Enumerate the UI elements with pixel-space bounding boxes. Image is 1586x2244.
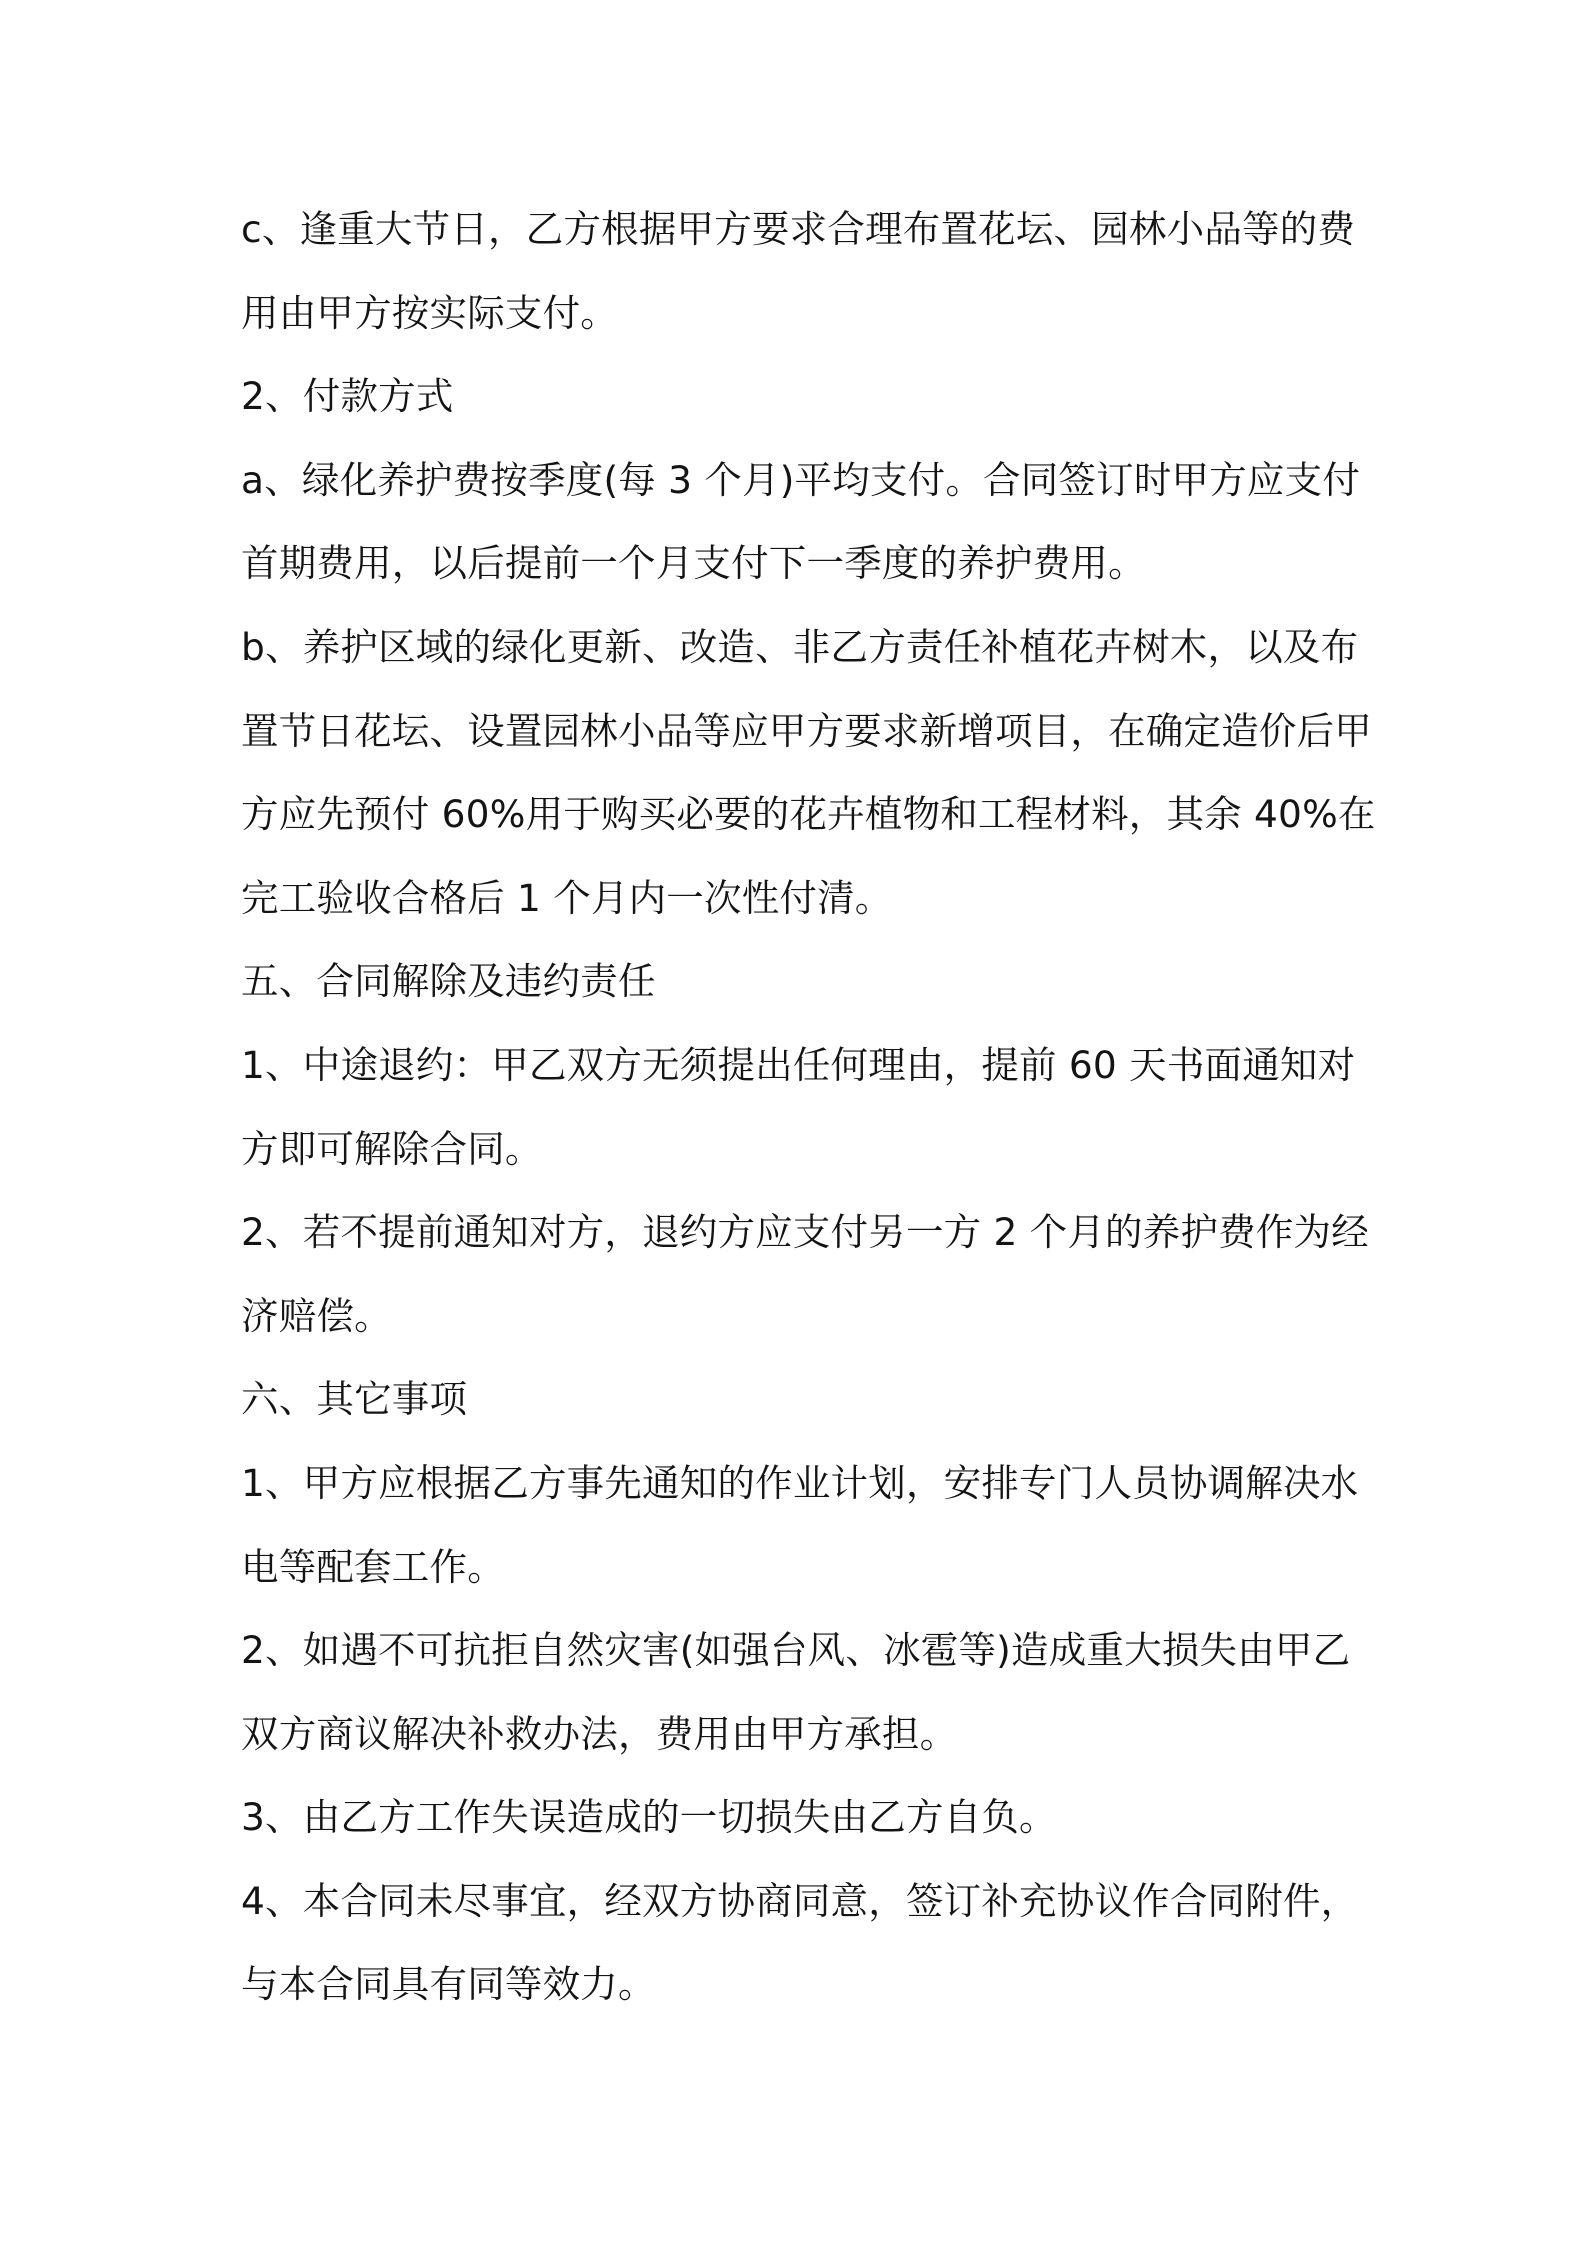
paragraph-line: 济赔偿。 (241, 1293, 392, 1338)
other-item-3 (241, 1776, 1361, 1860)
paragraph-line: 用由甲方按实际支付。 (241, 290, 618, 335)
other-item-4 (241, 1860, 1361, 2027)
paragraph-line: 与本合同具有同等效力。 (241, 1962, 656, 2007)
clause-a-paragraph (241, 439, 1361, 606)
termination-item-2 (241, 1191, 1369, 1358)
paragraph-line: 方即可解除合同。 (241, 1126, 543, 1171)
paragraph-line: 1、中途退约：甲乙双方无须提出任何理由，提前 60 天书面通知对 (241, 1042, 1356, 1087)
paragraph-line: 首期费用，以后提前一个月支付下一季度的养护费用。 (241, 541, 1146, 586)
paragraph-line: b、养护区域的绿化更新、改造、非乙方责任补植花卉树木，以及布 (241, 624, 1359, 669)
clause-c-paragraph (241, 188, 1361, 355)
heading-line: 五、合同解除及违约责任 (241, 959, 656, 1004)
paragraph-line: 方应先预付 60%用于购买必要的花卉植物和工程材料，其余 40%在 (241, 792, 1376, 837)
paragraph-line: 双方商议解决补救办法，费用由甲方承担。 (241, 1711, 958, 1756)
document-body (241, 188, 1376, 2027)
section-five-heading (241, 940, 1361, 1024)
paragraph-line: 2、如遇不可抗拒自然灾害(如强台风、冰雹等)造成重大损失由甲乙 (241, 1628, 1351, 1673)
paragraph-line: 完工验收合格后 1 个月内一次性付清。 (241, 875, 893, 920)
payment-method-heading (241, 355, 1361, 439)
paragraph-line: a、绿化养护费按季度(每 3 个月)平均支付。合同签订时甲方应支付 (241, 457, 1361, 502)
paragraph-line: 2、若不提前通知对方，退约方应支付另一方 2 个月的养护费作为经 (241, 1210, 1369, 1255)
clause-b-paragraph (241, 606, 1376, 940)
other-item-2 (241, 1609, 1361, 1776)
heading-line: 2、付款方式 (241, 374, 454, 419)
paragraph-line: 1、甲方应根据乙方事先通知的作业计划，安排专门人员协调解决水 (241, 1460, 1359, 1505)
paragraph-line: c、逢重大节日，乙方根据甲方要求合理布置花坛、园林小品等的费 (241, 207, 1356, 251)
paragraph-line: 3、由乙方工作失误造成的一切损失由乙方自负。 (241, 1795, 1057, 1840)
paragraph-line: 4、本合同未尽事宜，经双方协商同意，签订补充协议作合同附件， (241, 1878, 1359, 1923)
section-six-heading (241, 1358, 1361, 1442)
heading-line: 六、其它事项 (241, 1377, 468, 1422)
other-item-1 (241, 1442, 1361, 1609)
termination-item-1 (241, 1024, 1361, 1191)
paragraph-line: 置节日花坛、设置园林小品等应甲方要求新增项目，在确定造价后甲 (241, 708, 1372, 753)
paragraph-line: 电等配套工作。 (241, 1544, 505, 1589)
